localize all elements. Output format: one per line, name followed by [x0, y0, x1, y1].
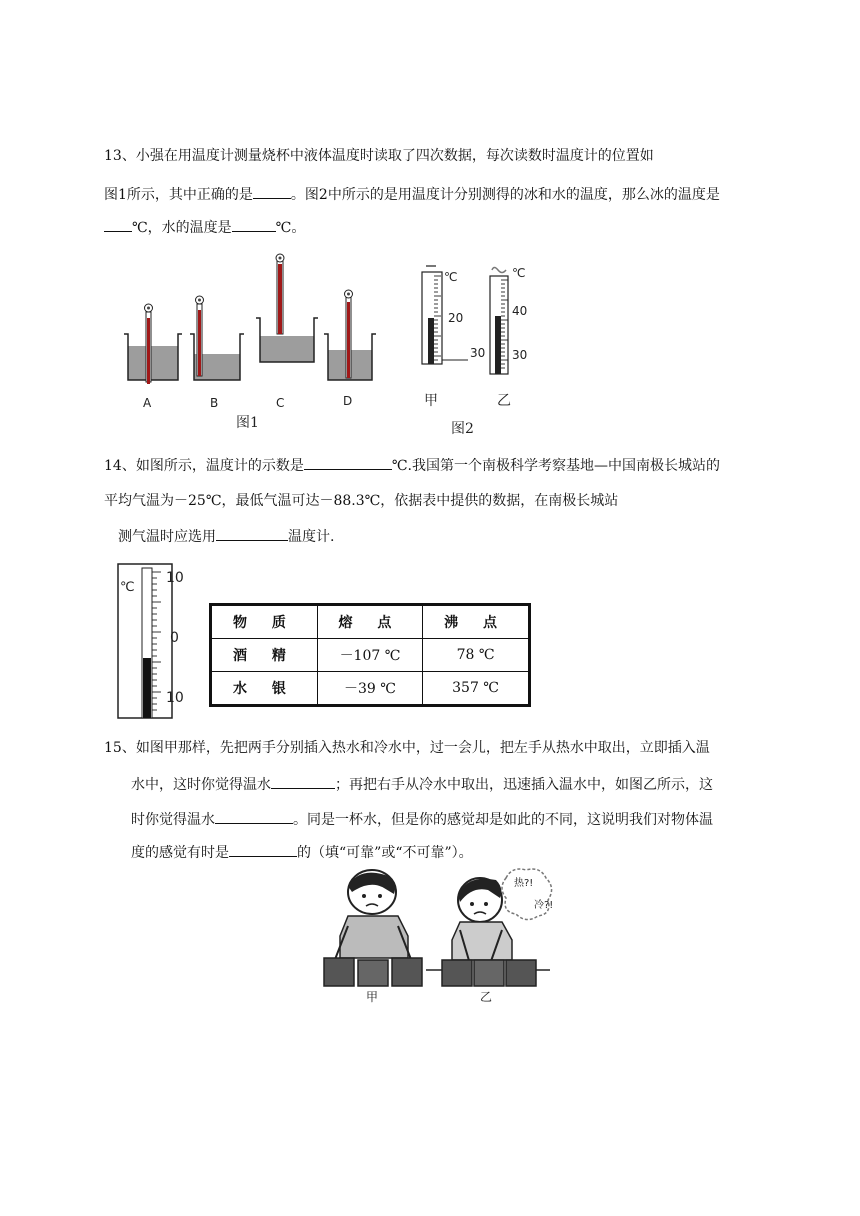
table-cell: －107 ℃: [317, 639, 422, 672]
fig-label-jia: 甲: [366, 990, 379, 1004]
thermo-jia-label: 甲: [424, 393, 438, 409]
table-row: [211, 639, 530, 672]
figure-1-caption: 图1: [236, 415, 259, 431]
table-cell: 酒 精: [211, 639, 318, 672]
q15-blank-2[interactable]: [215, 809, 293, 824]
thermo-yi-scale-40: 40: [512, 304, 528, 318]
melting-boiling-table: [209, 603, 531, 707]
fig-label-yi: 乙: [480, 990, 493, 1004]
person-jia: [324, 870, 422, 986]
beaker-label-d: D: [343, 394, 353, 408]
q15-blank-1[interactable]: [271, 774, 335, 789]
q15-line4: 度的感觉有时是 的（填“可靠”或“不可靠”）。: [131, 842, 473, 863]
q14-thermo-scale-zero: 0: [170, 630, 179, 646]
table-cell: 水 银: [211, 672, 318, 706]
beaker-label-b: B: [210, 396, 219, 410]
q13-blank-3[interactable]: [232, 217, 276, 232]
thermometer-yi: [490, 268, 508, 375]
beaker-label-c: C: [276, 396, 285, 410]
q15-line3: 时你觉得温水 。同是一杯水，但是你的感觉却是如此的不同，这说明我们对物体温: [131, 809, 713, 830]
figure-1-beakers: [118, 250, 378, 390]
table-header-row: [211, 605, 530, 639]
table-header-melting: 熔 点: [317, 605, 422, 639]
q13-line2: 图1所示，其中正确的是 。图2中所示的是用温度计分别测得的冰和水的温度，那么冰的温度是: [104, 184, 720, 205]
beaker-a: [124, 304, 182, 384]
q14-thermo-scale-bottom: 10: [166, 690, 184, 706]
thermo-jia-unit: ℃: [444, 270, 458, 284]
q14-thermo-scale-top: 10: [166, 570, 184, 586]
q15-line1: 15、如图甲那样，先把两手分别插入热水和冷水中，过一会儿，把左手从热水中取出，立即插入温: [104, 740, 710, 756]
q14-line2: 平均气温为－25℃，最低气温可达－88.3℃，依据表中提供的数据，在南极长城站: [104, 493, 619, 509]
q15-blank-3[interactable]: [229, 842, 297, 857]
thermo-yi-scale-30: 30: [512, 348, 528, 362]
figure-2-caption: 图2: [451, 421, 474, 437]
thermo-jia-scale-30: 30: [470, 346, 486, 360]
q13-line1: 13、小强在用温度计测量烧杯中液体温度时读取了四次数据，每次读数时温度计的位置如: [104, 148, 654, 164]
beaker-d: [324, 290, 376, 380]
table-header-substance: 物 质: [211, 605, 318, 639]
q14-thermo-unit: ℃: [120, 580, 135, 595]
beaker-b: [190, 296, 244, 380]
beaker-label-a: A: [143, 396, 152, 410]
q13-blank-2[interactable]: [104, 217, 132, 232]
thermo-yi-unit: ℃: [512, 266, 526, 280]
q15-line2: 水中，这时你觉得温水 ；再把右手从冷水中取出，迅速插入温水中，如图乙所示，这: [131, 774, 713, 795]
table-header-boiling: 沸 点: [423, 605, 530, 639]
table-cell: 78 ℃: [423, 639, 530, 672]
q14-line3: 测气温时应选用 温度计.: [118, 526, 334, 547]
q13-blank-1[interactable]: [253, 184, 291, 199]
q14-line1: 14、如图所示，温度计的示数是 ℃.我国第一个南极科学考察基地—中国南极长城站的: [104, 455, 720, 476]
thermo-yi-label: 乙: [497, 393, 511, 409]
table-row: [211, 672, 530, 706]
table-cell: 357 ℃: [423, 672, 530, 706]
thermo-jia-scale-20: 20: [448, 311, 464, 325]
beaker-c: [256, 254, 318, 362]
bubble-cold-text: 冷?!: [534, 900, 554, 911]
q14-blank-2[interactable]: [216, 526, 288, 541]
q14-blank-1[interactable]: [304, 455, 392, 470]
table-cell: －39 ℃: [317, 672, 422, 706]
bubble-hot-text: 热?!: [514, 878, 534, 889]
q13-line3: ℃，水的温度是 ℃。: [104, 217, 305, 238]
